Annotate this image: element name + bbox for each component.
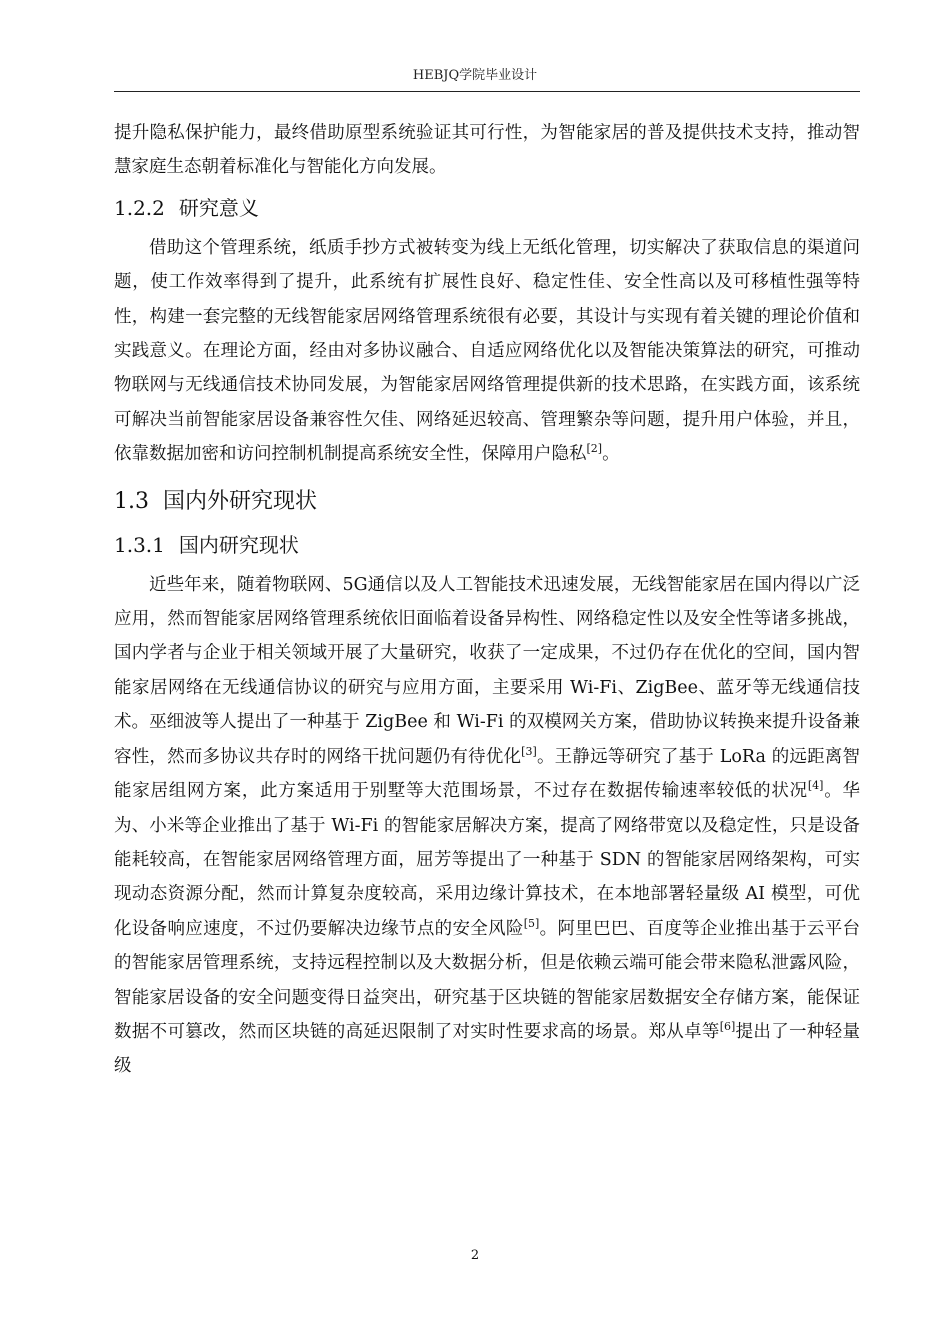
citation-ref: [5] xyxy=(523,916,540,930)
paragraph-end: 。 xyxy=(602,444,620,465)
heading-title: 国内外研究现状 xyxy=(163,488,318,514)
paragraph-domestic-research xyxy=(114,568,860,1084)
heading-1-3-1 xyxy=(114,528,860,562)
heading-number: 1.2.2 xyxy=(114,195,165,220)
citation-ref: [3] xyxy=(521,744,537,758)
header-divider xyxy=(114,91,860,92)
page-header: HEBJQ学院毕业设计 xyxy=(412,68,538,83)
paragraph-text: 近些年来，随着物联网、5G通信以及人工智能技术迅速发展，无线智能家居在国内得以广泛应用，然而智能家居网络管理系统依旧面临着设备异构性、网络稳定性以及安全性等诸多挑战，国内学者与企业于相关领域开展了大量研究，收获了一定成果，不过仍存在优化的空间，国内智能家居网络在无线通信协议的研究与应用方面，主要采用 Wi-Fi、ZigBee、蓝牙等无线通信技术。巫细波等人提出了一种基于 ZigBee 和 Wi-Fi 的双模网关方案，借助协议转换来提升设备兼容性，然而多协议共存时的网络干扰问题仍有待优化 xyxy=(114,574,860,767)
citation-ref: [4] xyxy=(807,779,824,793)
paragraph-text: 。阿里巴巴、百度等企业推出基于云平台的智能家居管理系统，支持远程控制以及大数据分析，但是依赖云端可能会带来隐私泄露风险，智能家居设备的安全问题变得日益突出，研究基于区块链的智能家居数据安全存储方案，能保证数据不可篡改，然而区块链的高延迟限制了对实时性要求高的场景。郑从卓等 xyxy=(114,918,861,1042)
paragraph-text: 。王静远等研究了基于 LoRa 的远距离智能家居组网方案，此方案适用于别墅等大范围场景，不过存在数据传输速率较低的状况 xyxy=(114,746,861,802)
heading-1-2-2 xyxy=(114,191,860,225)
heading-title: 研究意义 xyxy=(178,195,259,220)
paragraph-intro: 提升隐私保护能力，最终借助原型系统验证其可行性，为智能家居的普及提供技术支持，推动智慧家庭生态朝着标准化与智能化方向发展。 xyxy=(114,123,860,178)
page-body xyxy=(114,116,860,1084)
paragraph-significance xyxy=(114,231,860,472)
heading-1-3 xyxy=(114,484,860,520)
paragraph-text: 提出了一种轻量级 xyxy=(114,1021,861,1077)
paragraph-text: 借助这个管理系统，纸质手抄方式被转变为线上无纸化管理，切实解决了获取信息的渠道问题，使工作效率得到了提升，此系统有扩展性良好、稳定性佳、安全性高以及可移植性强等特性，构建一套完整的无线智能家居网络管理系统很有必要，其设计与实现有着关键的理论价值和实践意义。在理论方面，经由对多协议融合、自适应网络优化以及智能决策算法的研究，可推动物联网与无线通信技术协同发展，为智能家居网络管理提供新的技术思路，在实践方面，该系统可解决当前智能家居设备兼容性欠佳、网络延迟较高、管理繁杂等问题，提升用户体验，并且，依靠数据加密和访问控制机制提高系统安全性，保障用户隐私 xyxy=(114,237,860,465)
citation-ref: [2] xyxy=(586,442,603,456)
paragraph-text: 。华为、小米等企业推出了基于 Wi-Fi 的智能家居解决方案，提高了网络带宽以及稳定性，只是设备能耗较高，在智能家居网络管理方面，屈芳等提出了一种基于 SDN 的智能家居网络架构，可实现动态资源分配，然而计算复杂度较高，采用边缘计算技术，在本地部署轻量级 AI 模型，可优化设备响应速度，不过仍要解决边缘节点的安全风险 xyxy=(114,781,861,939)
page-number: 2 xyxy=(470,1248,480,1263)
citation-ref: [6] xyxy=(719,1020,736,1034)
heading-title: 国内研究现状 xyxy=(178,532,299,557)
heading-number: 1.3 xyxy=(114,488,149,514)
heading-number: 1.3.1 xyxy=(114,532,165,557)
